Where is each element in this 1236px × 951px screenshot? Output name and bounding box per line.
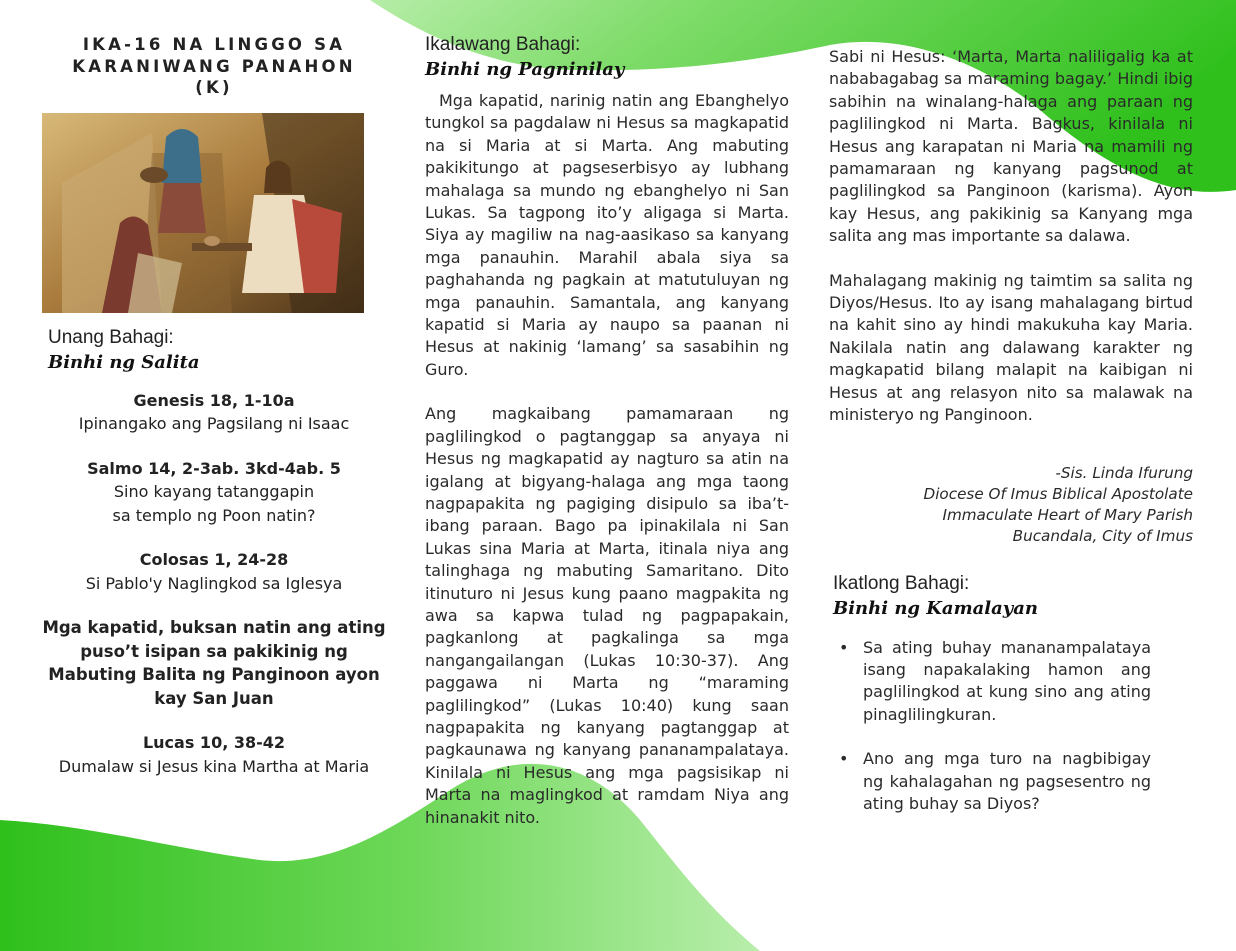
reflection-paragraph: Sabi ni Hesus: ‘Marta, Marta naliligalig ka at nababagabag sa maraming bagay.’ Hindi ibig sabihin na winalang-halaga ang paraan ng paglilingkod ni Marta. Bagkus, kinilala ni Hesus ang karapatan ni Maria na mamili ng pamamaraan ng kanyang pagsunod at paglilingkod sa Panginoon (karisma). Ayon kay Hesus, ang pakikinig sa Kanyang mga salita ang mas importante sa dalawa. bbox=[829, 47, 1193, 246]
part-title: Binhi ng Pagninilay bbox=[425, 59, 625, 80]
continuation-column bbox=[829, 46, 1193, 837]
bullet-icon: • bbox=[839, 749, 849, 769]
reflection-column bbox=[425, 34, 789, 829]
part-one-heading bbox=[48, 327, 388, 375]
part-title: Binhi ng Salita bbox=[48, 351, 200, 373]
bullet-icon: • bbox=[839, 637, 849, 657]
part-label: Unang Bahagi: bbox=[48, 326, 174, 348]
reflection-paragraph: Mahalagang makinig ng taimtim sa salita ng Diyos/Hesus. Ito ay isang mahalagang birtud na kahit sino ay hindi makukuha kay Maria. Nakilala natin ang dalawang karakter ng magkapatid bilang malapit na kaibigan ni Hesus at ang relasyon nito sa malawak na ministeryo ng Panginoon. bbox=[829, 270, 1193, 425]
part-three-heading bbox=[833, 573, 1193, 621]
page-title: IKA-16 NA LINGGO SA KARANIWANG PANAHON (K) bbox=[72, 35, 356, 97]
jesus-martha-mary-painting bbox=[42, 113, 364, 313]
reflection-paragraph: Ang magkaibang pamamaraan ng paglilingkod o pagtanggap sa anyaya ni Hesus ng magkapatid ay nagturo sa atin na igalang at bigyang-halaga ang mga taong nagpapakita ng pagiging disipulo sa iba’t-ibang paraan. Bago pa ipinakilala ni San Lukas sina Maria at Marta, itinala niya ang talinghaga ng mabuting Samaritano. Dito itinuturo ni Jesus kung paano magpakita ng awa sa kapwa tulad ng pagpapakain, pagkanlong at pagkalinga sa mga nangangailangan (Lukas 10:30-37). Ang paggawa ni Marta ng “maraming paglilingkod” (Lukas 10:40) kung saan nagpapakita ng kanyang pagtanggap at pagkaunawa ng kanyang pananampalataya. Kinilala ni Hesus ang mga pagsisikap ni Marta na maglingkod at ramdam Niya ang hinanakit nito. bbox=[425, 404, 789, 827]
reading-psalm: Salmo 14, 2-3ab. 3kd-4ab. 5 Sino kayang tatanggapin sa templo ng Poon natin? bbox=[87, 458, 341, 525]
list-item: • Ano ang mga turo na nagbibigay ng kahalagahan ng pagsesentro ng ating buhay sa Diyos? bbox=[839, 749, 1151, 813]
readings-column bbox=[40, 34, 388, 778]
reading-gospel: Lucas 10, 38-42 Dumalaw si Jesus kina Martha at Maria bbox=[58, 733, 370, 776]
reflection-paragraph: Mga kapatid, narinig natin ang Ebanghelyo tungkol sa pagdalaw ni Hesus sa magkapatid na si Maria at si Marta. Ang mabuting pakikitungo at pagseserbisyo ay lubhang mahalaga sa mundo ng ebanghelyo ni San Lukas. Sa tagpong ito’y aligaga si Marta. Siya ay magiliw na nag-aasikaso sa kanyang mga panauhin. Marahil abala siya sa paghahanda ng pagkain at matutuluyan ng mga panauhin. Samantala, ang kanyang kapatid si Maria ay naupo sa paanan ni Hesus at nakinig ‘lamang’ sa sasabihin ng Guro. bbox=[425, 91, 789, 379]
part-title: Binhi ng Kamalayan bbox=[833, 597, 1038, 619]
list-item: • Sa ating buhay mananampalataya isang napakalaking hamon ang paglilingkod at kung sino ang ating pinaglilingkuran. bbox=[839, 637, 1151, 724]
part-label: Ikatlong Bahagi: bbox=[833, 572, 970, 594]
question-list bbox=[829, 637, 1151, 816]
reading-second: Colosas 1, 24-28 Si Pablo'y Naglingkod sa Iglesya bbox=[85, 550, 343, 593]
author-signature: -Sis. Linda Ifurung Diocese Of Imus Biblical Apostolate Immaculate Heart of Mary Parish Bucandala, City of Imus bbox=[923, 463, 1193, 545]
gospel-exhortation: Mga kapatid, buksan natin ang ating puso’t isipan sa pakikinig ng Mabuting Balita ng Panginoon ayon kay San Juan bbox=[42, 618, 386, 708]
part-label: Ikalawang Bahagi: bbox=[425, 34, 581, 55]
reading-first: Genesis 18, 1-10a Ipinangako ang Pagsilang ni Isaac bbox=[78, 390, 350, 433]
